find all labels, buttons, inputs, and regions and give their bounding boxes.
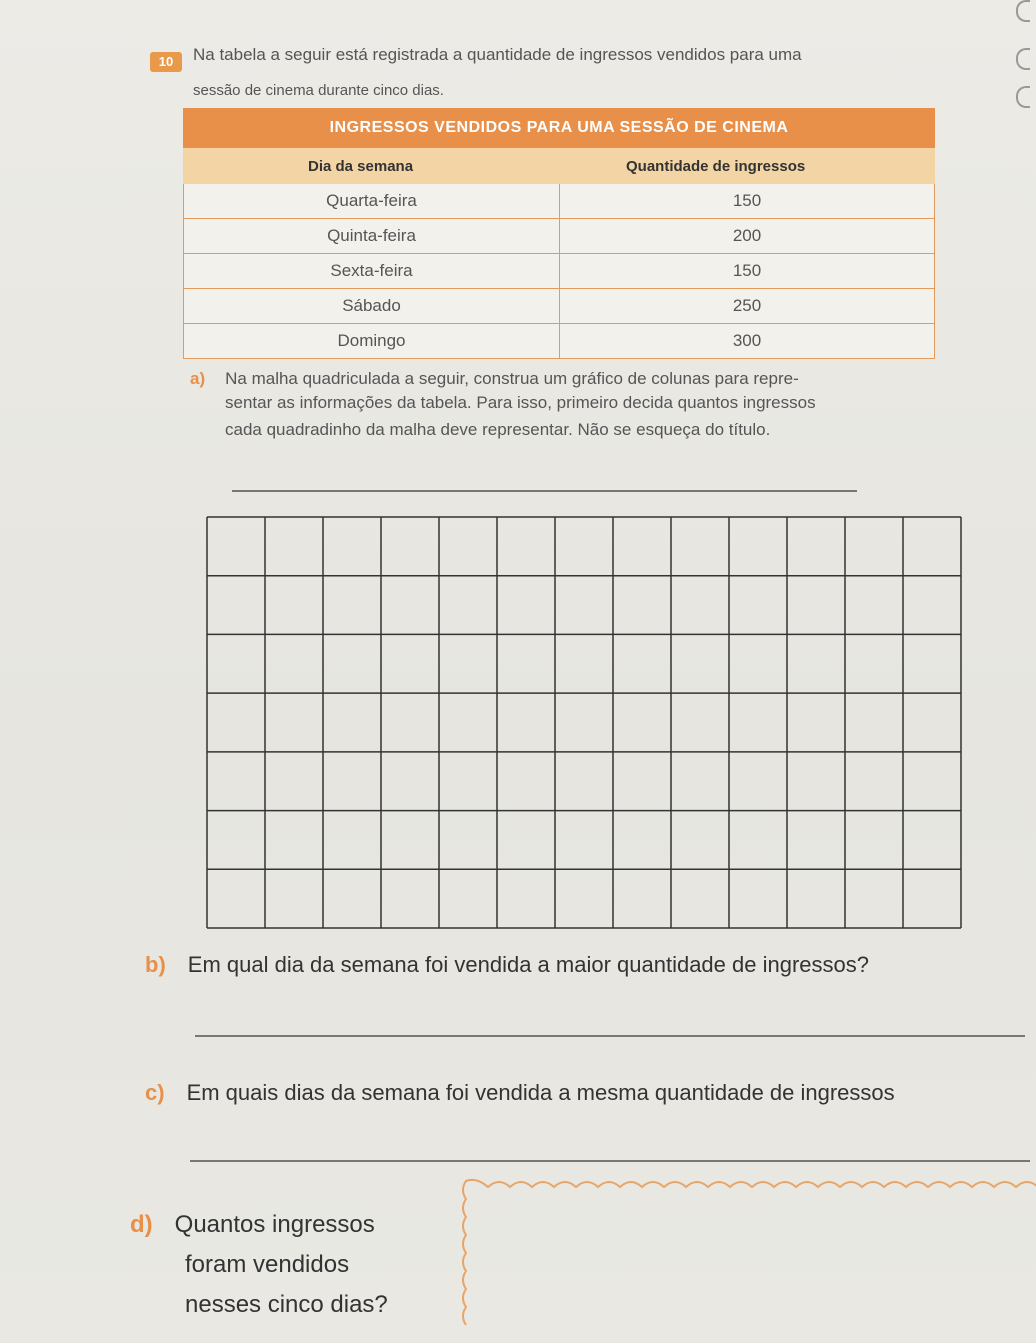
item-c-label: c) [145,1080,165,1105]
cell-day: Sexta-feira [184,254,560,288]
drawing-grid[interactable] [205,515,963,930]
grid-lines [205,515,963,930]
ring-icon [1016,48,1030,70]
table-row [183,324,935,359]
answer-line-b[interactable] [195,1035,1025,1037]
wavy-border [462,1175,1036,1338]
item-b-label: b) [145,952,166,977]
answer-box-d[interactable] [462,1175,1036,1338]
header-day: Dia da semana [308,158,414,175]
tickets-table [183,108,935,356]
item-c [145,1080,1036,1106]
table-header [183,148,935,184]
table-row [183,219,935,254]
cell-quantity: 250 [732,296,762,315]
table-row [183,254,935,289]
cell-quantity: 300 [732,331,762,350]
chart-title-blank[interactable] [232,490,857,492]
item-a-text: Na malha quadriculada a seguir, construa um gráfico de colunas para repre- [225,369,799,388]
cell-quantity: 200 [732,226,762,245]
header-quantity: Quantidade de ingressos [626,158,806,175]
ring-icon [1016,0,1030,22]
cell-day: Sábado [184,289,560,323]
item-d-line1: Quantos ingressos [174,1211,375,1238]
item-a-line3: cada quadradinho da malha deve representar. Não se esqueça do título. [225,420,771,439]
cell-quantity: 150 [732,191,762,210]
cell-quantity: 150 [732,261,762,280]
item-b [145,952,1005,978]
item-d-line2: foram vendidos [185,1251,350,1278]
item-d [130,1205,388,1325]
question-intro-line2: sessão de cinema durante cinco dias. [193,82,444,99]
cell-day: Quarta-feira [184,184,560,218]
answer-line-c[interactable] [190,1160,1030,1162]
item-d-label: d) [130,1211,153,1238]
item-c-text: Em quais dias da semana foi vendida a mesma quantidade de ingressos [186,1080,895,1105]
item-b-text: Em qual dia da semana foi vendida a maior quantidade de ingressos? [187,952,869,977]
item-d-line3: nesses cinco dias? [185,1291,388,1318]
table-row [183,289,935,324]
question-number-badge: 10 [150,52,182,72]
binder-rings [1016,0,1036,200]
table-title: INGRESSOS VENDIDOS PARA UMA SESSÃO DE CINEMA [183,108,935,148]
table-row [183,184,935,219]
cell-day: Domingo [184,324,560,358]
item-a-label: a) [190,369,206,388]
ring-icon [1016,86,1030,108]
cell-day: Quinta-feira [184,219,560,253]
item-a-line2: sentar as informações da tabela. Para isso, primeiro decida quantos ingressos [225,393,816,412]
item-a-line1 [190,368,980,390]
question-intro-line1: Na tabela a seguir está registrada a quantidade de ingressos vendidos para uma [193,45,802,64]
table-body [183,184,935,359]
